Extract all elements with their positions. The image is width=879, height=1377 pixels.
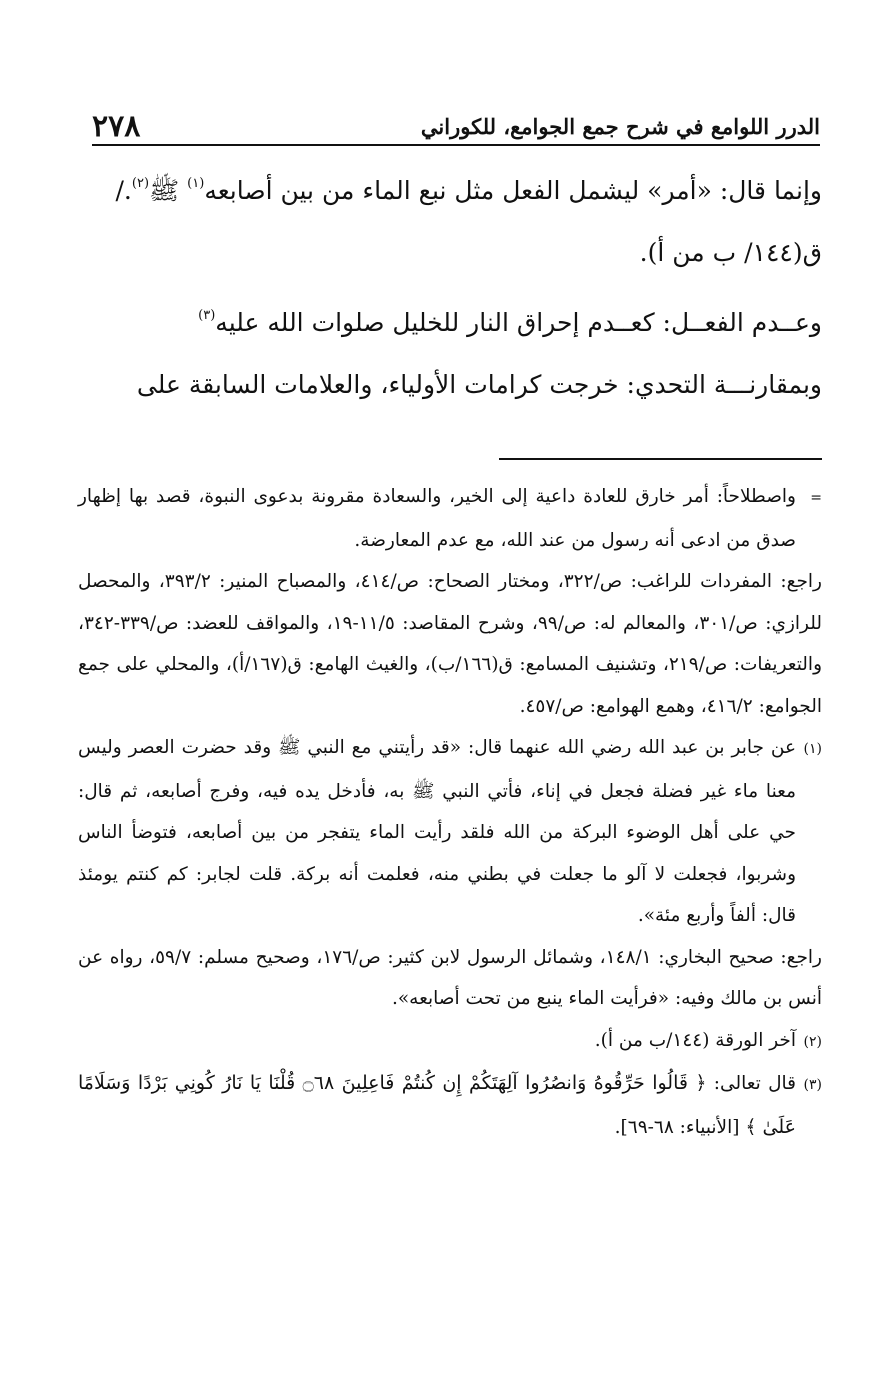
footnote-3-marker: (٣) [803, 1077, 822, 1093]
paragraph-2 [90, 292, 822, 416]
paragraph-1-end: ./ [115, 176, 132, 205]
quran-verse: ﴿ قَالُوا حَرِّقُوهُ وَانصُرُوا آلِهَتَكُمْ إِن كُنتُمْ فَاعِلِينَ ۝٦٨ قُلْنَا يَا نَارُ كُونِي بَرْدًا وَسَلَامًا عَلَىٰ ﴾ [78, 1072, 796, 1138]
footnote-1-text: عن جابر بن عبد الله رضي الله عنهما قال: «قد رأيتني مع النبي ﷺ وقد حضرت العصر وليس معنا ماء غير فضلة فجعل في إناء، فأتي النبي ﷺ به، فأدخل يده فيه، وفرج أصابعه، ثم قال: حي على أهل الوضوء البركة من الله فلقد رأيت الماء يتفجر من بين أصابعه، فتوضأ الناس وشربوا، فجعلت لا آلو ما جعلت في بطني منه، فعلمت أنه بركة. قلت لجابر: كم كنتم يومئذ قال: ألفاً وأربع مئة». [78, 737, 796, 926]
page-number: ٢٧٨ [92, 108, 141, 144]
footnote-3 [78, 1063, 822, 1148]
footnote-3-intro: قال تعالى: [706, 1073, 796, 1094]
verse-source: [الأنبياء: ٦٨-٦٩]. [614, 1116, 746, 1138]
footnote-2 [78, 1020, 822, 1064]
footnotes [78, 476, 822, 1148]
footnote-ref-3: (٣) [198, 308, 216, 323]
footnote-divider [499, 458, 822, 460]
footnote-ref-1: (١) [187, 176, 205, 191]
continuation-text: واصطلاحاً: أمر خارق للعادة داعية إلى الخير، والسعادة مقرونة بدعوى النبوة، قصد بها إظهار صدق من ادعى أنه رسول من عند الله، مع عدم المعارضة. [78, 486, 796, 551]
main-body [90, 160, 822, 416]
paragraph-1-text: وإنما قال: «أمر» ليشمل الفعل مثل نبع الماء من بين أصابعه [204, 176, 822, 205]
paragraph-3-text: وبمقارنـــة التحدي: خرجت كرامات الأولياء، والعلامات السابقة على [136, 370, 822, 399]
manuscript-folio-note: ق(١٤٤/ ب من أ). [639, 238, 822, 267]
paragraph-2-text: وعــدم الفعــل: كعــدم إحراق النار للخليل صلوات الله عليه [215, 308, 822, 337]
continuation-marker: = [810, 490, 822, 506]
footnote-1 [78, 727, 822, 937]
salutation-mark: ﷺ [149, 176, 188, 205]
footnote-2-text: آخر الورقة (١٤٤/ب من أ). [594, 1029, 796, 1051]
footnote-continuation [78, 476, 822, 561]
running-title: الدرر اللوامع في شرح جمع الجوامع، للكوراني [420, 113, 820, 139]
continuation-references: راجع: المفردات للراغب: ص/٣٢٢، ومختار الصحاح: ص/٤١٤، والمصباح المنير: ٣٩٣/٢، والمحصل للرازي: ص/٣٠١، والمعالم له: ص/٩٩، وشرح المقاصد: ١١/٥-١٩، والمواقف للعضد: ص/٣٣٩-٣٤٢، والتعريفات: ص/٢١٩، وتشنيف المسامع: ق(١٦٦/ب)، والغيث الهامع: ق(١٦٧/أ)، والمحلي على جمع الجوامع: ٤١٦/٢، وهمع الهوامع: ص/٤٥٧. [78, 571, 822, 717]
footnote-1-marker: (١) [803, 741, 822, 757]
footnote-ref-2: (٢) [131, 176, 150, 191]
footnote-2-marker: (٢) [803, 1033, 822, 1050]
page-header [92, 108, 820, 146]
paragraph-1 [90, 160, 822, 284]
footnote-1-references: راجع: صحيح البخاري: ١٤٨/١، وشمائل الرسول لابن كثير: ص/١٧٦، وصحيح مسلم: ٥٩/٧، رواه عن أنس بن مالك وفيه: «فرأيت الماء ينبع من تحت أصابعه». [78, 946, 822, 1009]
